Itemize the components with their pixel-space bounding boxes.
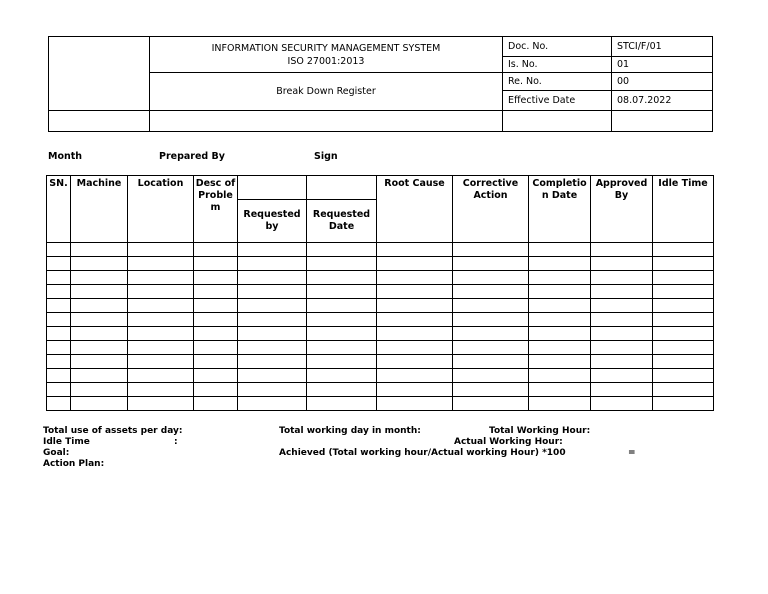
blank-cell: [307, 243, 377, 257]
table-cell[interactable]: [377, 369, 453, 383]
table-cell[interactable]: [453, 369, 529, 383]
standard-title: ISO 27001:2013: [287, 55, 365, 67]
table-cell[interactable]: [377, 257, 453, 271]
table-row: [47, 285, 714, 299]
table-cell[interactable]: [591, 257, 653, 271]
table-cell[interactable]: [194, 341, 238, 355]
table-cell[interactable]: [194, 369, 238, 383]
effective-date-value: 08.07.2022: [612, 91, 713, 111]
table-row: [47, 327, 714, 341]
table-row: [47, 271, 714, 285]
total-working-hour-label: Total Working Hour:: [489, 426, 591, 436]
table-cell[interactable]: [453, 397, 529, 411]
table-row: [47, 355, 714, 369]
issue-no-value: 01: [612, 57, 713, 73]
table-cell[interactable]: [194, 397, 238, 411]
table-cell[interactable]: [453, 271, 529, 285]
achieved-formula: Achieved (Total working hour/Actual working Hour) *100: [279, 448, 566, 458]
table-cell[interactable]: [47, 369, 71, 383]
table-cell[interactable]: [591, 369, 653, 383]
prepared-by-label: Prepared By: [159, 151, 225, 162]
table-cell[interactable]: [653, 257, 714, 271]
table-cell[interactable]: [529, 257, 591, 271]
sign-label: Sign: [314, 151, 338, 162]
idle-time-colon: :: [174, 437, 178, 447]
blank-cell: [47, 243, 71, 257]
table-cell[interactable]: [128, 327, 194, 341]
table-row: [47, 341, 714, 355]
table-cell[interactable]: [47, 355, 71, 369]
table-cell[interactable]: [307, 397, 377, 411]
document-header: [48, 36, 713, 132]
table-cell[interactable]: [71, 313, 128, 327]
table-cell[interactable]: [453, 355, 529, 369]
blank-cell: [150, 111, 503, 132]
table-cell[interactable]: [307, 313, 377, 327]
table-cell[interactable]: [194, 313, 238, 327]
rev-no-value: 00: [612, 73, 713, 91]
table-cell[interactable]: [653, 285, 714, 299]
table-row: [47, 369, 714, 383]
table-cell[interactable]: [47, 285, 71, 299]
col-requested-date: Requested Date: [307, 200, 377, 243]
table-cell[interactable]: [194, 257, 238, 271]
blank-cell: [591, 243, 653, 257]
table-cell[interactable]: [128, 369, 194, 383]
blank-cell: [238, 176, 307, 200]
table-cell[interactable]: [653, 341, 714, 355]
table-cell[interactable]: [377, 327, 453, 341]
table-cell[interactable]: [194, 327, 238, 341]
table-cell[interactable]: [307, 369, 377, 383]
goal-label: Goal:: [43, 448, 70, 458]
table-cell[interactable]: [238, 355, 307, 369]
table-cell[interactable]: [377, 397, 453, 411]
blank-cell: [128, 243, 194, 257]
total-use-label: Total use of assets per day:: [43, 426, 183, 436]
table-cell[interactable]: [307, 327, 377, 341]
table-cell[interactable]: [128, 341, 194, 355]
table-cell[interactable]: [71, 355, 128, 369]
table-cell[interactable]: [47, 397, 71, 411]
table-cell[interactable]: [529, 313, 591, 327]
table-cell[interactable]: [591, 285, 653, 299]
action-plan-label: Action Plan:: [43, 459, 105, 469]
table-cell[interactable]: [653, 313, 714, 327]
table-cell[interactable]: [128, 397, 194, 411]
table-cell[interactable]: [307, 383, 377, 397]
idle-time-label: Idle Time: [43, 437, 90, 447]
issue-no-label: Is. No.: [503, 57, 612, 73]
table-cell[interactable]: [194, 383, 238, 397]
table-cell[interactable]: [377, 355, 453, 369]
doc-no-label: Doc. No.: [503, 37, 612, 57]
table-cell[interactable]: [591, 299, 653, 313]
table-cell[interactable]: [238, 383, 307, 397]
rev-no-label: Re. No.: [503, 73, 612, 91]
table-cell[interactable]: [529, 383, 591, 397]
table-cell[interactable]: [653, 383, 714, 397]
table-cell[interactable]: [194, 285, 238, 299]
table-cell[interactable]: [71, 271, 128, 285]
table-cell[interactable]: [453, 327, 529, 341]
actual-working-hour-label: Actual Working Hour:: [454, 437, 563, 447]
col-machine: Machine: [71, 176, 128, 243]
table-cell[interactable]: [453, 313, 529, 327]
col-location: Location: [128, 176, 194, 243]
doc-no-value: STCI/F/01: [612, 37, 713, 57]
table-cell[interactable]: [653, 327, 714, 341]
table-cell[interactable]: [238, 285, 307, 299]
col-sn: SN.: [47, 176, 71, 243]
table-cell[interactable]: [529, 271, 591, 285]
breakdown-register-table: [46, 175, 714, 411]
table-cell[interactable]: [529, 327, 591, 341]
table-cell[interactable]: [453, 285, 529, 299]
table-cell[interactable]: [591, 327, 653, 341]
equals-sign: =: [628, 448, 636, 458]
table-cell[interactable]: [307, 341, 377, 355]
table-cell[interactable]: [194, 355, 238, 369]
col-completion-date: Completio n Date: [529, 176, 591, 243]
blank-cell: [653, 243, 714, 257]
table-cell[interactable]: [128, 257, 194, 271]
blank-cell: [307, 176, 377, 200]
table-cell[interactable]: [453, 257, 529, 271]
table-cell[interactable]: [47, 313, 71, 327]
table-cell[interactable]: [194, 271, 238, 285]
table-cell[interactable]: [377, 285, 453, 299]
table-cell[interactable]: [47, 257, 71, 271]
col-idle-time: Idle Time: [653, 176, 714, 243]
table-row: [47, 313, 714, 327]
table-cell[interactable]: [529, 355, 591, 369]
table-cell[interactable]: [529, 397, 591, 411]
table-cell[interactable]: [529, 341, 591, 355]
table-cell[interactable]: [307, 257, 377, 271]
table-cell[interactable]: [238, 313, 307, 327]
table-cell[interactable]: [47, 327, 71, 341]
table-cell[interactable]: [71, 257, 128, 271]
table-cell[interactable]: [653, 355, 714, 369]
table-cell[interactable]: [591, 355, 653, 369]
blank-cell: [238, 243, 307, 257]
blank-cell: [194, 243, 238, 257]
table-cell[interactable]: [591, 341, 653, 355]
month-label: Month: [48, 151, 83, 162]
effective-date-label: Effective Date: [503, 91, 612, 111]
table-cell[interactable]: [377, 383, 453, 397]
table-cell[interactable]: [128, 285, 194, 299]
table-cell[interactable]: [71, 369, 128, 383]
table-cell[interactable]: [47, 383, 71, 397]
table-row: [47, 383, 714, 397]
table-cell[interactable]: [653, 271, 714, 285]
table-cell[interactable]: [653, 397, 714, 411]
table-cell[interactable]: [128, 355, 194, 369]
table-cell[interactable]: [47, 299, 71, 313]
blank-cell: [453, 243, 529, 257]
table-cell[interactable]: [453, 341, 529, 355]
table-cell[interactable]: [238, 341, 307, 355]
table-cell[interactable]: [307, 285, 377, 299]
table-cell[interactable]: [71, 285, 128, 299]
table-cell[interactable]: [128, 383, 194, 397]
table-cell[interactable]: [529, 299, 591, 313]
table-cell[interactable]: [238, 257, 307, 271]
register-rows: [47, 257, 714, 411]
table-cell[interactable]: [377, 313, 453, 327]
table-cell[interactable]: [453, 299, 529, 313]
table-cell[interactable]: [71, 397, 128, 411]
table-cell[interactable]: [453, 383, 529, 397]
blank-cell: [377, 243, 453, 257]
table-cell[interactable]: [307, 299, 377, 313]
table-row: [47, 257, 714, 271]
table-cell[interactable]: [71, 327, 128, 341]
blank-cell: [49, 111, 150, 132]
table-cell[interactable]: [591, 397, 653, 411]
blank-cell: [503, 111, 612, 132]
header-title-cell: [150, 37, 503, 73]
table-cell[interactable]: [529, 369, 591, 383]
col-approved-by: Approved By: [591, 176, 653, 243]
table-cell[interactable]: [238, 271, 307, 285]
table-row: [47, 397, 714, 411]
blank-cell: [71, 243, 128, 257]
col-corrective-action: Corrective Action: [453, 176, 529, 243]
table-cell[interactable]: [128, 313, 194, 327]
table-cell[interactable]: [591, 313, 653, 327]
table-cell[interactable]: [591, 383, 653, 397]
table-cell[interactable]: [653, 369, 714, 383]
blank-cell: [612, 111, 713, 132]
table-cell[interactable]: [71, 299, 128, 313]
table-cell[interactable]: [47, 341, 71, 355]
table-cell[interactable]: [47, 271, 71, 285]
table-cell[interactable]: [194, 299, 238, 313]
total-working-day-label: Total working day in month:: [279, 426, 421, 436]
blank-cell: [529, 243, 591, 257]
table-cell[interactable]: [529, 285, 591, 299]
table-cell[interactable]: [128, 271, 194, 285]
col-desc-of-problem: Desc of Proble m: [194, 176, 238, 243]
col-requested-by: Requested by: [238, 200, 307, 243]
table-cell[interactable]: [71, 341, 128, 355]
table-cell[interactable]: [377, 341, 453, 355]
table-cell[interactable]: [653, 299, 714, 313]
table-cell[interactable]: [238, 397, 307, 411]
system-title: INFORMATION SECURITY MANAGEMENT SYSTEM: [211, 42, 441, 54]
table-cell[interactable]: [591, 271, 653, 285]
logo-cell: [49, 37, 150, 111]
form-name: Break Down Register: [150, 73, 503, 111]
table-cell[interactable]: [71, 383, 128, 397]
col-root-cause: Root Cause: [377, 176, 453, 243]
table-row: [47, 299, 714, 313]
table-cell[interactable]: [238, 327, 307, 341]
table-cell[interactable]: [128, 299, 194, 313]
table-cell[interactable]: [238, 299, 307, 313]
table-cell[interactable]: [307, 355, 377, 369]
table-cell[interactable]: [307, 271, 377, 285]
table-cell[interactable]: [377, 299, 453, 313]
table-cell[interactable]: [377, 271, 453, 285]
table-cell[interactable]: [238, 369, 307, 383]
